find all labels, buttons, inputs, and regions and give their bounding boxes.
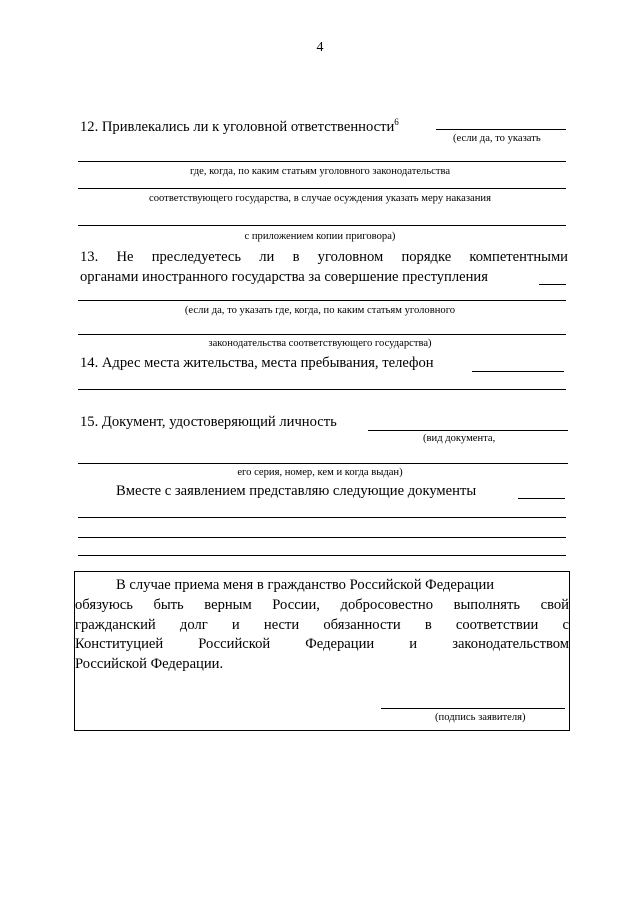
q13-hint-1: (если да, то указать где, когда, по каким статьям уголовного	[184, 305, 456, 316]
q12-answer-line-4[interactable]	[78, 225, 566, 226]
documents-answer-line[interactable]	[518, 498, 565, 499]
q12-footnote: 6	[394, 117, 399, 127]
q13-answer-line-3[interactable]	[78, 334, 566, 335]
oath-line-5: Российской Федерации.	[75, 656, 224, 672]
q12-answer-line-2[interactable]	[78, 161, 566, 162]
q12-hint-3: соответствующего государства, в случае осуждения указать меру наказания	[149, 193, 491, 204]
oath-line-1: В случае приема меня в гражданство Российской Федерации	[116, 577, 495, 593]
oath-line-3: гражданский долг и нести обязанности в соответствии с	[75, 617, 569, 633]
q12-answer-line[interactable]	[436, 129, 566, 130]
signature-hint: (подпись заявителя)	[435, 712, 526, 723]
q15-hint-1: (вид документа,	[423, 433, 496, 444]
q13-answer-line[interactable]	[539, 284, 566, 285]
q12-answer-line-3[interactable]	[78, 188, 566, 189]
q13-line-2: органами иностранного государства за совершение преступления	[80, 269, 488, 285]
q13-hint-2: законодательства соответствующего государства)	[208, 338, 432, 349]
documents-label: Вместе с заявлением представляю следующие документы	[116, 483, 477, 499]
q14-label: 14. Адрес места жительства, места пребывания, телефон	[80, 355, 434, 371]
signature-line[interactable]	[381, 708, 565, 709]
oath-line-4: Конституцией Российской Федерации и законодательством	[75, 636, 569, 652]
q15-answer-line[interactable]	[368, 430, 568, 431]
q12-hint-2: где, когда, по каким статьям уголовного законодательства	[189, 166, 451, 177]
documents-line-2[interactable]	[78, 537, 566, 538]
q12-label-text: 12. Привлекались ли к уголовной ответственности	[80, 118, 395, 135]
q14-answer-line[interactable]	[472, 371, 564, 372]
q13-answer-line-2[interactable]	[78, 300, 566, 301]
page-number: 4	[316, 40, 324, 55]
documents-line-3[interactable]	[78, 555, 566, 556]
q12-hint-1: (если да, то указать	[453, 133, 541, 144]
oath-line-2: обязуюсь быть верным России, добросовестно выполнять свой	[75, 597, 569, 613]
q12-label	[80, 114, 399, 136]
documents-line-1[interactable]	[78, 517, 566, 518]
q15-label: 15. Документ, удостоверяющий личность	[80, 414, 337, 430]
q15-answer-line-2[interactable]	[78, 463, 568, 464]
q13-line-1: 13. Не преследуетесь ли в уголовном порядке компетентными	[80, 249, 568, 265]
q14-answer-line-2[interactable]	[78, 389, 566, 390]
oath-box	[74, 571, 570, 731]
q12-hint-4: с приложением копии приговора)	[244, 231, 396, 242]
q15-hint-2: его серия, номер, кем и когда выдан)	[237, 467, 403, 478]
